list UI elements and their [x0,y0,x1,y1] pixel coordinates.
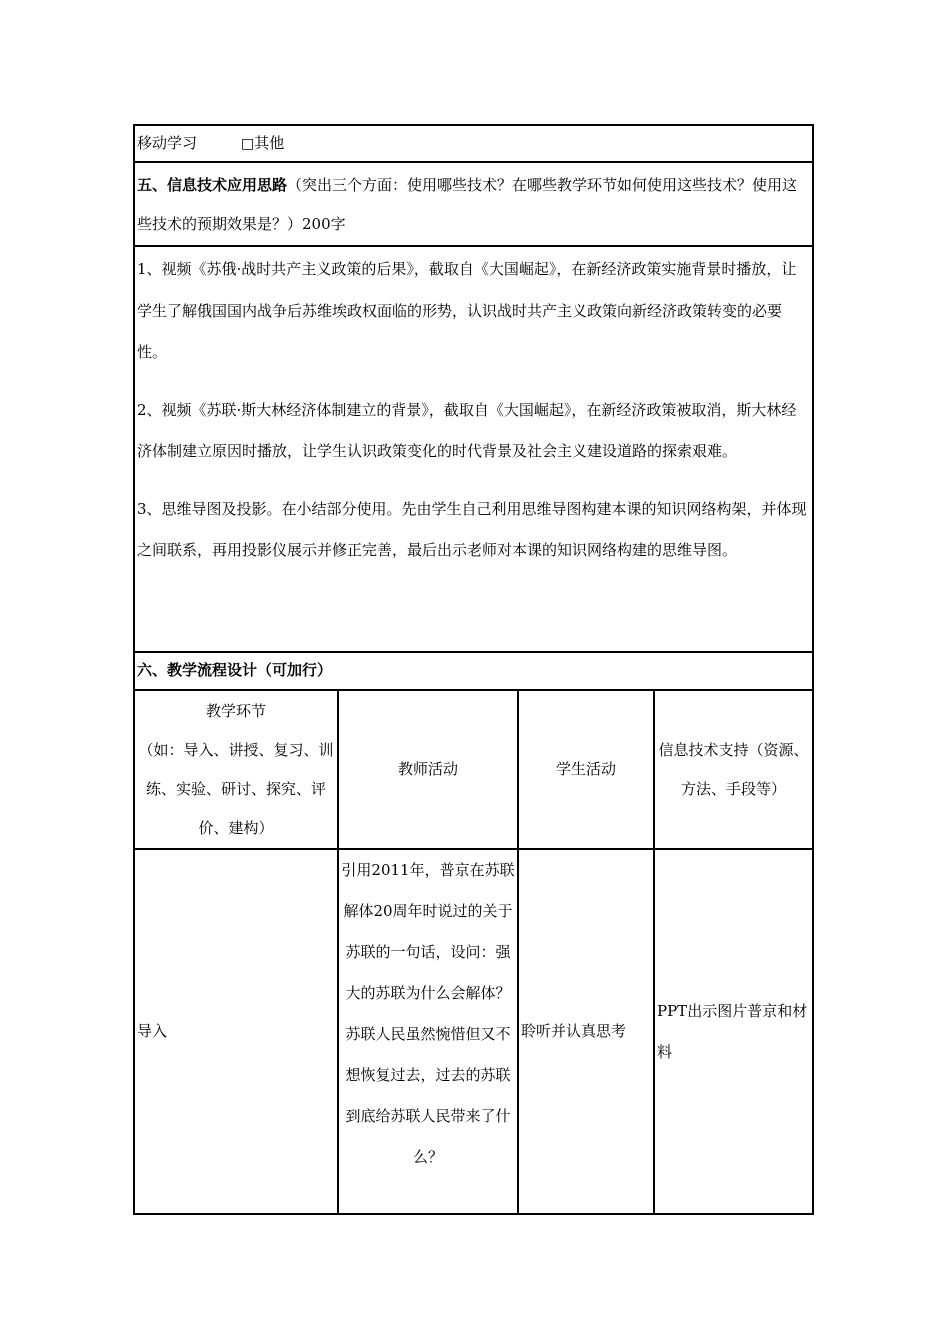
section-five-header [135,163,812,247]
ict-item-2: 2、视频《苏联·斯大林经济体制建立的背景》，截取自《大国崛起》，在新经济政策被取消，斯大林经济体制建立原因时播放，让学生认识政策变化的时代背景及社会主义建设道路的探索艰难。 [137,400,797,460]
section-five-title: 五、信息技术应用思路 [137,176,288,194]
tech-option-row [135,126,812,163]
header-stage [135,691,338,849]
option-mobile-learning: 移动学习 [137,134,198,152]
ict-item-1: 1、视频《苏俄·战时共产主义政策的后果》，截取自《大国崛起》，在新经济政策实施背景时播放，让学生了解俄国国内战争后苏维埃政权面临的形势，认识战时共产主义政策向新经济政策转变的必要性。 [137,260,797,361]
lesson-plan-table [133,124,814,1215]
checkbox-icon[interactable]: □ [241,136,255,152]
flow-header-row [135,691,812,849]
section-five-hint: （突出三个方面：使用哪些技术？在哪些教学环节如何使用这些技术？使用这些技术的预期效果是？）200字 [137,176,798,233]
option-other: 其他 [254,134,285,152]
cell-teacher-activity: 引用2011年，普京在苏联解体20周年时说过的关于苏联的一句话，设问：强大的苏联为什么会解体？苏联人民虽然惋惜但又不想恢复过去，过去的苏联到底给苏联人民带来了什么？ [338,849,518,1213]
cell-stage: 导入 [135,849,338,1213]
teaching-flow-table [135,691,812,1213]
cell-student-activity: 聆听并认真思考 [518,849,654,1213]
table-row [135,849,812,1213]
header-stage-note: （如：导入、讲授、复习、训练、实验、研讨、探究、评价、建构） [138,740,334,837]
header-student: 学生活动 [518,691,654,849]
header-stage-label: 教学环节 [205,701,266,720]
section-five-content [135,247,812,653]
flow-table-wrapper [135,691,812,1213]
cell-ict-support: PPT出示图片普京和材料 [657,1001,808,1061]
header-ict: 信息技术支持（资源、方法、手段等） [654,691,812,849]
section-six-title: 六、教学流程设计（可加行） [137,661,333,679]
section-six-header [135,653,812,691]
header-teacher: 教师活动 [338,691,518,849]
ict-item-3: 3、思维导图及投影。在小结部分使用。先由学生自己利用思维导图构建本课的知识网络构架，并体现之间联系，再用投影仪展示并修正完善，最后出示老师对本课的知识网络构建的思维导图。 [137,499,807,559]
